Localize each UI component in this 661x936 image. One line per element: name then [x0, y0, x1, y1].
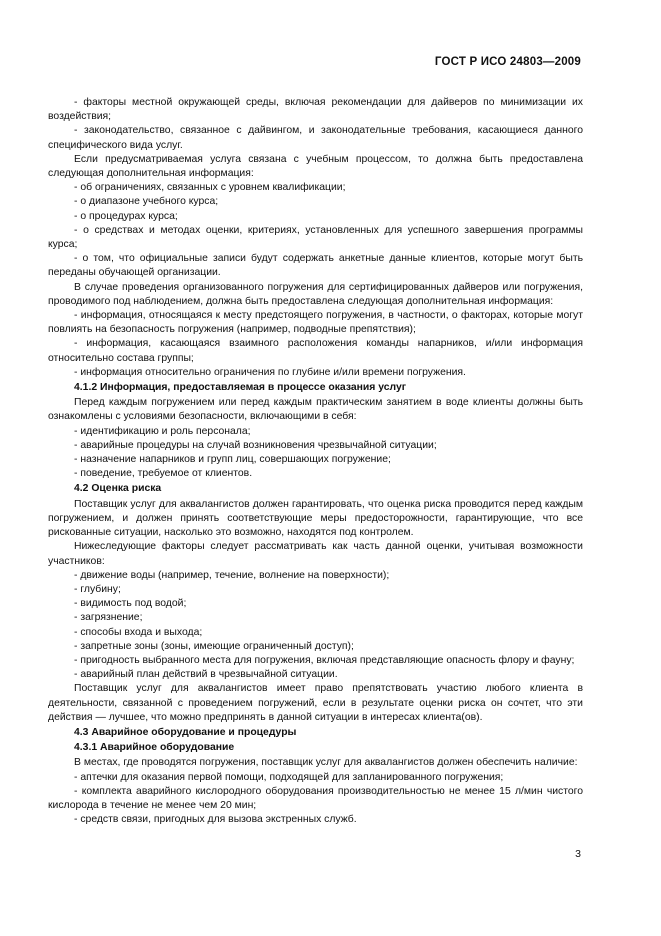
list-item: - факторы местной окружающей среды, включая рекомендации для дайверов по минимизации их воздействия; — [48, 97, 583, 123]
list-item: - о диапазоне учебного курса; — [74, 196, 219, 208]
list-item: - способы входа и выхода; — [74, 626, 203, 638]
list-item: - идентификацию и роль персонала; — [74, 425, 251, 437]
document-code-header: ГОСТ Р ИСО 24803—2009 — [434, 56, 581, 68]
paragraph: Если предусматриваемая услуга связана с учебным процессом, то должна быть предоставлена следующая дополнительная информация: — [48, 153, 583, 180]
list-item: - аварийный план действий в чрезвычайной ситуации. — [74, 669, 338, 681]
section-heading-4-3: 4.3 Аварийное оборудование и процедуры — [74, 726, 297, 738]
document-body — [48, 96, 583, 827]
page-number: 3 — [575, 848, 581, 860]
list-item: - видимость под водой; — [74, 598, 187, 610]
list-item: - информация, касающаяся взаимного расположения команды напарников, и/или информация относительно состава группы; — [48, 338, 583, 364]
paragraph: В местах, где проводятся погружения, поставщик услуг для аквалангистов должен обеспечить наличие: — [74, 757, 578, 769]
section-heading-4-1-2: 4.1.2 Информация, предоставляемая в процессе оказания услуг — [74, 382, 407, 394]
list-item: - глубину; — [74, 583, 121, 595]
section-heading-4-3-1: 4.3.1 Аварийное оборудование — [74, 742, 235, 754]
list-item: - назначение напарников и групп лиц, совершающих погружение; — [74, 454, 391, 466]
paragraph: Перед каждым погружением или перед каждым практическим занятием в воде клиенты должны быть ознакомлены с условиями безопасности, включающими в себя: — [48, 397, 583, 423]
section-heading-4-2: 4.2 Оценка риска — [74, 483, 162, 495]
list-item: - средств связи, пригодных для вызова экстренных служб. — [74, 814, 357, 826]
list-item: - запретные зоны (зоны, имеющие ограниченный доступ); — [74, 640, 354, 652]
list-item: - аптечки для оказания первой помощи, подходящей для запланированного погружения; — [74, 771, 504, 783]
list-item: - о том, что официальные записи будут содержать анкетные данные клиентов, которые могут быть переданы обучающей организации. — [48, 253, 583, 279]
list-item: - аварийные процедуры на случай возникновения чрезвычайной ситуации; — [74, 439, 437, 451]
list-item: - поведение, требуемое от клиентов. — [74, 468, 253, 480]
paragraph: В случае проведения организованного погружения для сертифицированных дайверов или погружения, проводимого под наблюдением, должна быть предоставлена следующая дополнительная информация: — [48, 281, 583, 307]
list-item: - законодательство, связанное с дайвингом, и законодательные требования, касающиеся данного специфического вида услуг. — [48, 125, 583, 151]
paragraph: Поставщик услуг для аквалангистов имеет право препятствовать участию любого клиента в деятельности, связанной с проведением погружений, если в результате оценки риска он сочтет, что эти действия — лучшее, что можно предпринять в данной ситуации в интересах клиента(ов). — [48, 683, 583, 723]
list-item: - о средствах и методах оценки, критериях, установленных для успешного завершения программы курса; — [48, 224, 583, 251]
list-item: - загрязнение; — [74, 612, 143, 624]
paragraph: Нижеследующие факторы следует рассматривать как часть данной оценки, учитывая возможности участников: — [48, 541, 583, 567]
list-item: - об ограничениях, связанных с уровнем квалификации; — [74, 182, 346, 194]
paragraph: Поставщик услуг для аквалангистов должен гарантировать, что оценка риска проводится перед каждым погружением, и должен принять соответствующие меры предосторожности, гарантирующие, что все рискованные ситуации, насколько это возможно, находятся под контролем. — [48, 498, 583, 539]
list-item: - о процедурах курса; — [74, 210, 178, 222]
list-item: - комплекта аварийного кислородного оборудования производительностью не менее 15 л/мин чистого кислорода в течение не менее чем 20 мин; — [48, 785, 583, 811]
list-item: - движение воды (например, течение, волнение на поверхности); — [74, 569, 390, 581]
list-item: - информация, относящаяся к месту предстоящего погружения, в частности, о факторах, которые могут повлиять на безопасность погружения (например, подводные препятствия); — [48, 310, 583, 336]
list-item: - пригодность выбранного места для погружения, включая представляющие опасность флору и фауну; — [74, 654, 575, 666]
list-item: - информация относительно ограничения по глубине и/или времени погружения. — [74, 366, 466, 378]
